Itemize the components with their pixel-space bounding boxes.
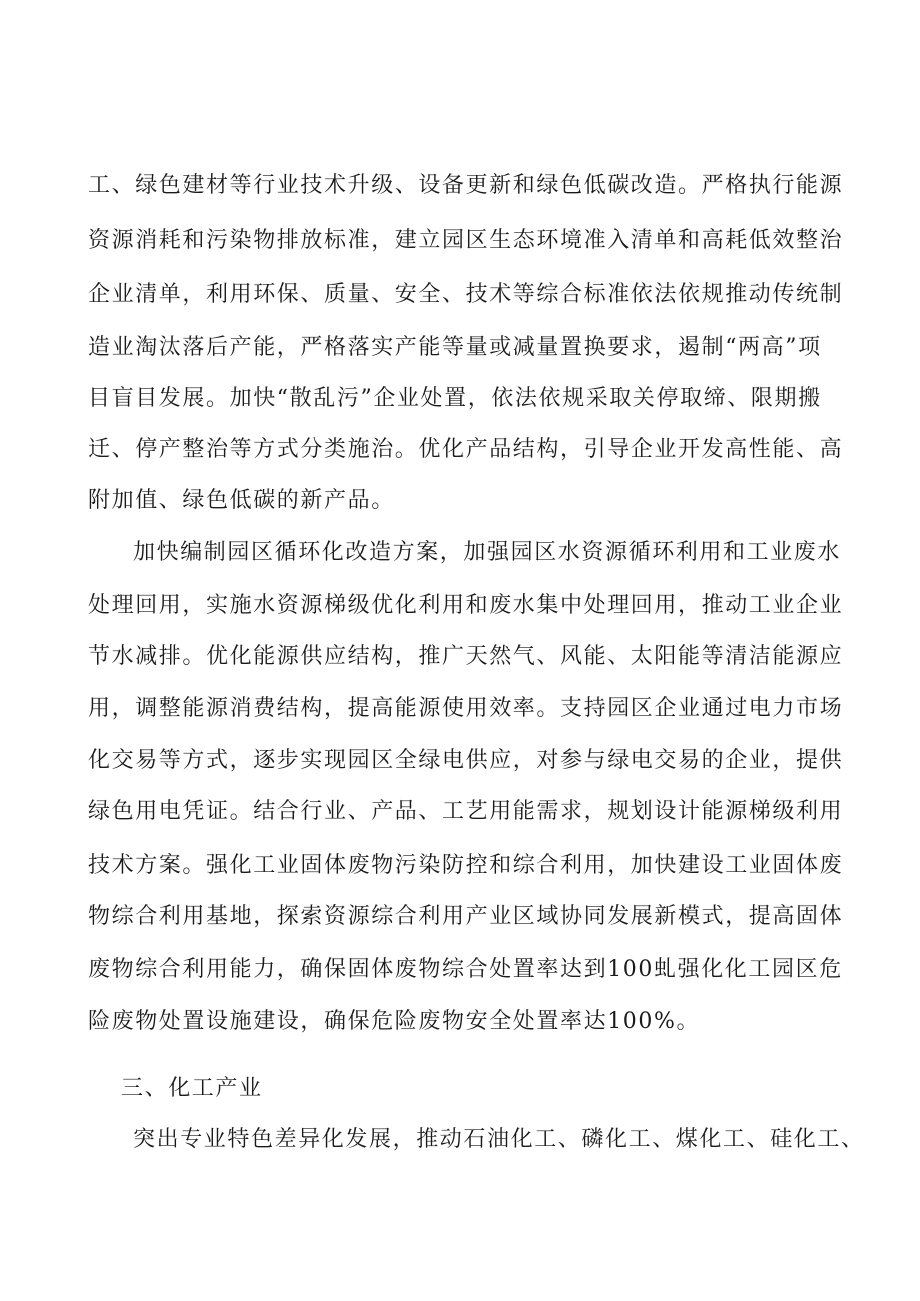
text-line: 绿色用电凭证。结合行业、产品、工艺用能需求，规划设计能源梯级利用 <box>88 799 844 824</box>
text-line: 迁、停产整治等方式分类施治。优化产品结构，引导企业开发高性能、高 <box>88 437 844 462</box>
text-line: 用，调整能源消费结构，提高能源使用效率。支持园区企业通过电力市场 <box>88 696 844 721</box>
text-line: 处理回用，实施水资源梯级优化利用和废水集中处理回用，推动工业企业 <box>88 593 844 618</box>
text-line: 险废物处置设施建设，确保危险废物安全处置率达100%。 <box>88 1009 701 1034</box>
text-line: 目盲目发展。加快“散乱污”企业处置，依法依规采取关停取缔、限期搬 <box>88 386 822 411</box>
text-line: 技术方案。强化工业固体废物污染防控和综合利用，加快建设工业固体废 <box>88 853 844 878</box>
text-line: 资源消耗和污染物排放标准，建立园区生态环境准入清单和高耗低效整治 <box>88 228 844 253</box>
text-line: 物综合利用基地，探索资源综合利用产业区域协同发展新模式，提高固体 <box>88 904 844 929</box>
text-line: 工、绿色建材等行业技术升级、设备更新和绿色低碳改造。严格执行能源 <box>88 173 844 198</box>
text-line: 附加值、绿色低碳的新产品。 <box>88 488 395 513</box>
text-line: 加快编制园区循环化改造方案，加强园区水资源循环利用和工业废水 <box>133 540 842 565</box>
text-line: 企业清单，利用环保、质量、安全、技术等综合标准依法依规推动传统制 <box>88 282 844 307</box>
section-heading: 三、化工产业 <box>121 1076 263 1101</box>
text-line: 废物综合利用能力，确保固体废物综合处置率达到100虬强化化工园区危 <box>88 957 843 982</box>
text-line: 突出专业特色差异化发展，推动石油化工、磷化工、煤化工、硅化工、 <box>133 1127 865 1152</box>
text-line: 造业淘汰落后产能，严格落实产能等量或减量置换要求，遏制“两高”项 <box>88 335 822 360</box>
text-line: 节水减排。优化能源供应结构，推广天然气、风能、太阳能等清洁能源应 <box>88 644 844 669</box>
text-line: 化交易等方式，逐步实现园区全绿电供应，对参与绿电交易的企业，提供 <box>88 748 844 773</box>
